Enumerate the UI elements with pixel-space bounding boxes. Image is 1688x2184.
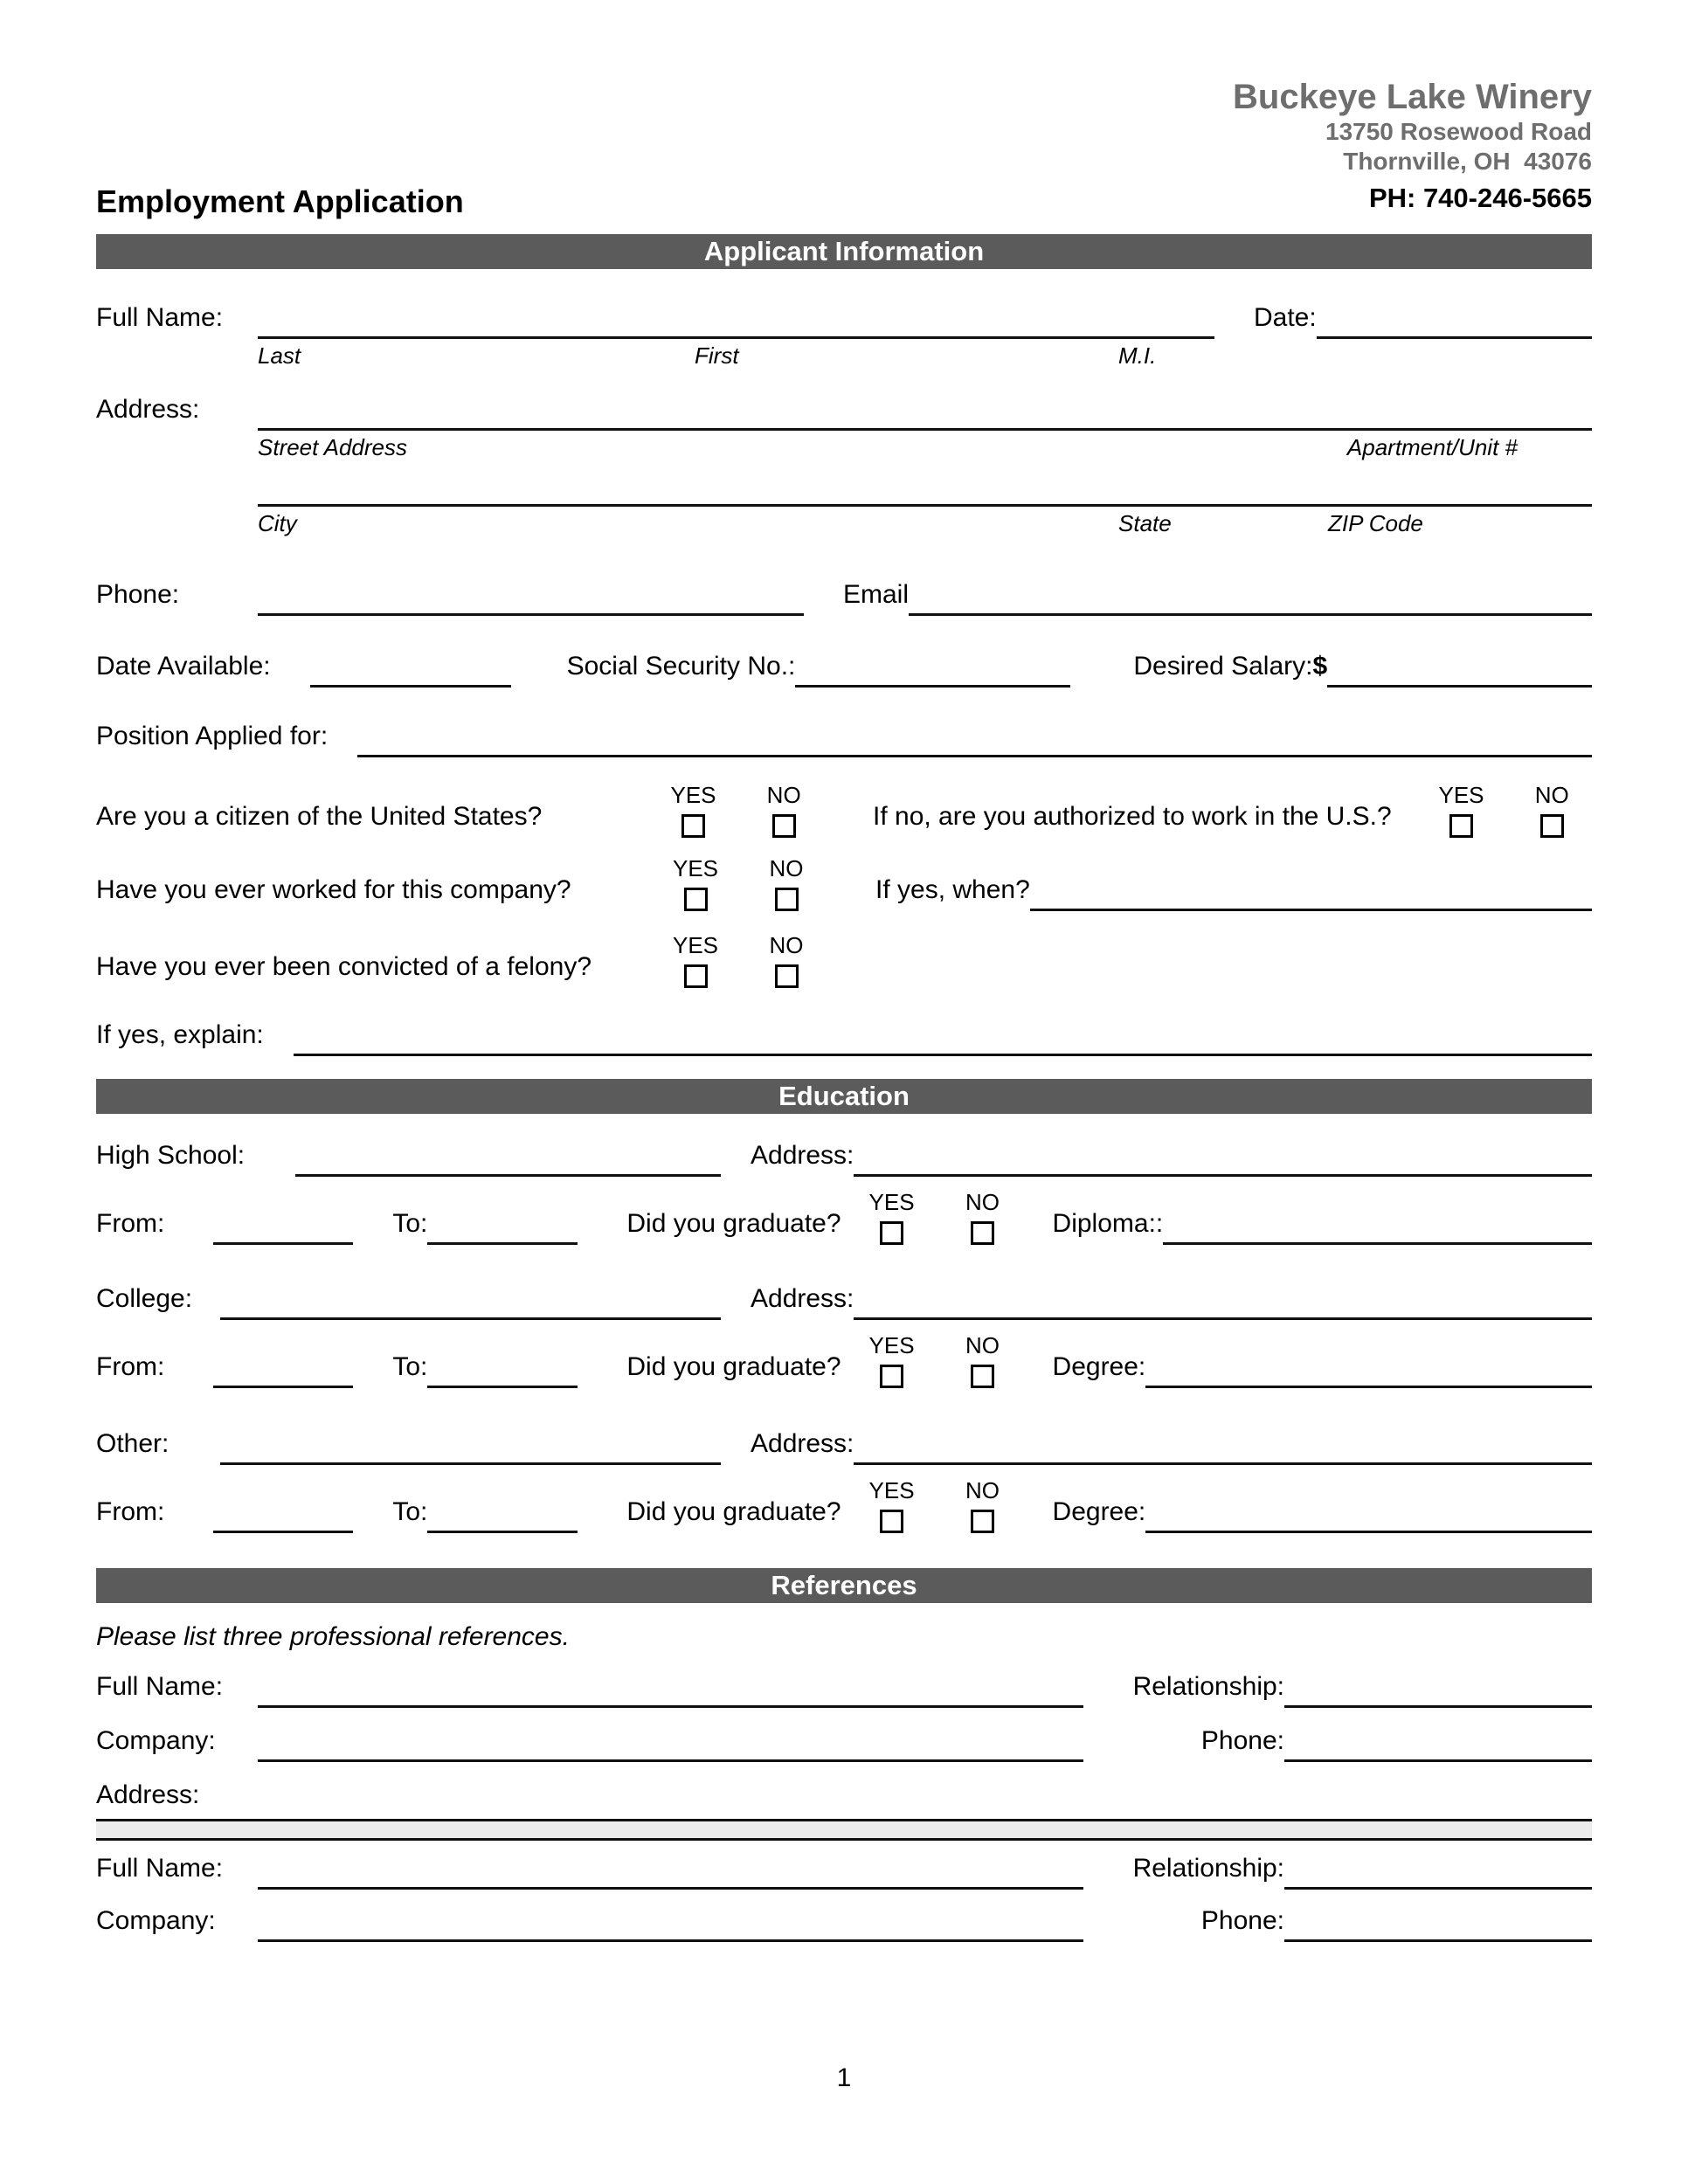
desired-salary-label: Desired Salary:$ [1133,652,1328,681]
college-from-field-line[interactable] [213,1376,353,1388]
other-degree-field-line[interactable] [1145,1521,1592,1533]
from-label: From: [96,1497,165,1526]
worked-when-label: If yes, when? [875,875,1030,904]
other-from-field-line[interactable] [213,1521,353,1533]
yes-header: YES [672,855,719,881]
address-label: Address: [96,395,200,424]
ref2-company-field-line[interactable] [258,1930,1083,1942]
yes-header: YES [868,1477,915,1503]
ref2-company-label: Company: [96,1906,216,1935]
date-label: Date: [1254,303,1317,332]
yes-header: YES [868,1189,915,1215]
college-name-field-line[interactable] [220,1308,721,1320]
phone-label: Phone: [96,580,180,609]
ref1-company-field-line[interactable] [258,1750,1083,1762]
other-graduate-row [96,1479,1592,1533]
authorized-no-checkbox[interactable] [1540,814,1564,838]
ssn-field-line[interactable] [795,675,1070,688]
college-degree-field-line[interactable] [1145,1376,1592,1388]
felony-no-column [746,934,827,988]
college-row [96,1283,1592,1320]
yes-header: YES [1438,782,1484,808]
felony-yes-checkbox[interactable] [684,964,708,988]
from-label: From: [96,1352,165,1381]
no-header: NO [965,1189,1000,1215]
city-state-zip-sublabels [258,510,1592,537]
college-address-label: Address: [751,1284,854,1313]
ref1-address-field-line2[interactable] [96,1821,1592,1841]
citizen-yes-checkbox[interactable] [681,814,705,838]
ref2-phone-label: Phone: [1200,1906,1284,1935]
address-row [96,394,1592,431]
city-state-zip-field-line[interactable] [258,494,1592,507]
worked-yes-column [655,857,736,911]
no-header: NO [766,782,801,808]
college-graduate-row [96,1334,1592,1388]
date-available-label: Date Available: [96,652,271,681]
highschool-graduate-no-checkbox[interactable] [971,1221,994,1245]
to-label: To: [392,1352,428,1381]
highschool-graduate-no-column [943,1191,1023,1245]
worked-yes-checkbox[interactable] [684,888,708,911]
full-name-row [96,302,1592,339]
no-header: NO [769,932,804,958]
highschool-diploma-field-line[interactable] [1163,1233,1592,1245]
no-header: NO [1534,782,1569,808]
city-state-zip-row [96,494,1592,507]
company-address-line1: 13750 Rosewood Road [1325,118,1592,145]
college-label: College: [96,1284,193,1313]
ref1-phone-label: Phone: [1200,1726,1284,1755]
college-graduate-no-checkbox[interactable] [971,1365,994,1388]
apartment-unit-sublabel: Apartment/Unit # [1346,434,1518,460]
full-name-field-line[interactable] [258,327,1214,339]
ref2-company-row [96,1905,1592,1942]
other-name-field-line[interactable] [220,1453,721,1465]
highschool-graduate-yes-column [852,1191,932,1245]
highschool-label: High School: [96,1141,246,1170]
street-address-sublabel: Street Address [258,434,408,460]
college-graduate-yes-column [852,1334,932,1388]
ref2-full-name-label: Full Name: [96,1854,224,1883]
section-bar-applicant-information [96,234,1592,269]
mi-sublabel: M.I. [1118,342,1157,369]
citizen-question-label: Are you a citizen of the United States? [96,802,543,831]
authorized-no-column [1512,784,1592,838]
references-note: Please list three professional references. [96,1622,570,1651]
authorized-question-label: If no, are you authorized to work in the U.S.? [873,802,1392,831]
position-row [96,721,1592,757]
section-title-education: Education [778,1081,910,1111]
other-to-field-line[interactable] [427,1521,578,1533]
no-header: NO [769,855,804,881]
company-address-line2: Thornville, OH 43076 [1343,147,1592,175]
worked-no-checkbox[interactable] [775,888,799,911]
desired-salary-field-line[interactable] [1327,675,1592,688]
company-contact-block [1233,77,1592,214]
email-field-line[interactable] [909,604,1592,616]
worked-when-field-line[interactable] [1030,899,1592,911]
citizen-yes-column [654,784,734,838]
other-graduate-yes-column [852,1479,932,1533]
company-phone: PH: 740-246-5665 [1368,183,1592,214]
email-label: Email [843,580,910,609]
graduate-label: Did you graduate? [626,1209,841,1238]
highschool-from-field-line[interactable] [213,1233,353,1245]
worked-no-column [746,857,827,911]
ref1-full-name-field-line[interactable] [258,1696,1083,1708]
from-label: From: [96,1209,165,1238]
worked-question-row [96,857,1592,911]
college-graduate-yes-checkbox[interactable] [880,1365,903,1388]
address-sublabels [258,434,1592,461]
graduate-label: Did you graduate? [626,1352,841,1381]
ref1-address-row [96,1780,1592,1816]
dollar-sign: $ [1312,652,1328,681]
felony-question-label: Have you ever been convicted of a felony? [96,952,592,981]
state-sublabel: State [1118,510,1172,536]
availability-row [96,651,1592,688]
section-bar-references [96,1568,1592,1603]
other-graduate-no-checkbox[interactable] [971,1510,994,1533]
section-title-references: References [771,1570,917,1600]
date-available-field-line[interactable] [310,675,511,688]
ref1-address-label: Address: [96,1780,200,1809]
college-degree-label: Degree: [1052,1352,1146,1381]
last-sublabel: Last [258,342,301,369]
ref1-name-row [96,1671,1592,1708]
first-sublabel: First [695,342,739,369]
ssn-label: Social Security No.: [566,652,796,681]
header [96,77,1592,222]
explain-label: If yes, explain: [96,1020,264,1049]
ref1-phone-field-line[interactable] [1284,1750,1592,1762]
no-header: NO [965,1332,1000,1358]
ref1-full-name-label: Full Name: [96,1672,224,1701]
position-applied-label: Position Applied for: [96,722,329,750]
ref2-phone-field-line[interactable] [1284,1930,1592,1942]
ref2-relationship-field-line[interactable] [1284,1877,1592,1890]
zip-code-sublabel: ZIP Code [1328,510,1423,536]
yes-header: YES [672,932,719,958]
company-name: Buckeye Lake Winery [1233,78,1592,116]
felony-question-row [96,934,1592,988]
highschool-address-field-line[interactable] [854,1165,1592,1177]
section-bar-education [96,1079,1592,1114]
college-to-field-line[interactable] [427,1376,578,1388]
highschool-address-label: Address: [751,1141,854,1170]
highschool-diploma-label: Diploma:: [1052,1209,1164,1238]
other-graduate-yes-checkbox[interactable] [880,1510,903,1533]
authorized-yes-column [1422,784,1502,838]
section-title-applicant-information: Applicant Information [703,236,985,266]
explain-row [96,1019,1592,1056]
felony-yes-column [655,934,736,988]
street-address-field-line[interactable] [258,418,1592,431]
phone-email-row [96,579,1592,616]
ref1-relationship-label: Relationship: [1132,1672,1284,1701]
phone-field-line[interactable] [258,604,804,616]
page-number: 1 [836,2063,852,2092]
other-school-row [96,1428,1592,1465]
to-label: To: [392,1209,428,1238]
authorized-yes-checkbox[interactable] [1449,814,1473,838]
yes-header: YES [868,1332,915,1358]
ref2-full-name-field-line[interactable] [258,1877,1083,1890]
position-field-line[interactable] [357,745,1592,757]
highschool-graduate-row [96,1191,1592,1245]
yes-header: YES [670,782,716,808]
no-header: NO [965,1477,1000,1503]
other-school-label: Other: [96,1429,169,1458]
citizen-no-checkbox[interactable] [772,814,796,838]
ref1-company-row [96,1725,1592,1762]
date-field-line[interactable] [1317,327,1592,339]
ref1-relationship-field-line[interactable] [1284,1696,1592,1708]
ref1-company-label: Company: [96,1726,216,1755]
citizen-question-row [96,784,1592,838]
full-name-sublabels [258,342,1592,370]
graduate-label: Did you graduate? [626,1497,841,1526]
ref2-relationship-label: Relationship: [1132,1854,1284,1883]
explain-field-line[interactable] [294,1044,1592,1056]
highschool-graduate-yes-checkbox[interactable] [880,1221,903,1245]
worked-question-label: Have you ever worked for this company? [96,875,571,904]
other-address-label: Address: [751,1429,854,1458]
city-sublabel: City [258,510,297,536]
other-graduate-no-column [943,1479,1023,1533]
felony-no-checkbox[interactable] [775,964,799,988]
other-address-field-line[interactable] [854,1453,1592,1465]
highschool-to-field-line[interactable] [427,1233,578,1245]
full-name-label: Full Name: [96,303,224,332]
college-address-field-line[interactable] [854,1308,1592,1320]
highschool-name-field-line[interactable] [295,1165,721,1177]
citizen-no-column [744,784,824,838]
other-degree-label: Degree: [1052,1497,1146,1526]
college-graduate-no-column [943,1334,1023,1388]
ref2-name-row [96,1853,1592,1890]
form-title: Employment Application [96,183,464,219]
to-label: To: [392,1497,428,1526]
highschool-row [96,1140,1592,1177]
